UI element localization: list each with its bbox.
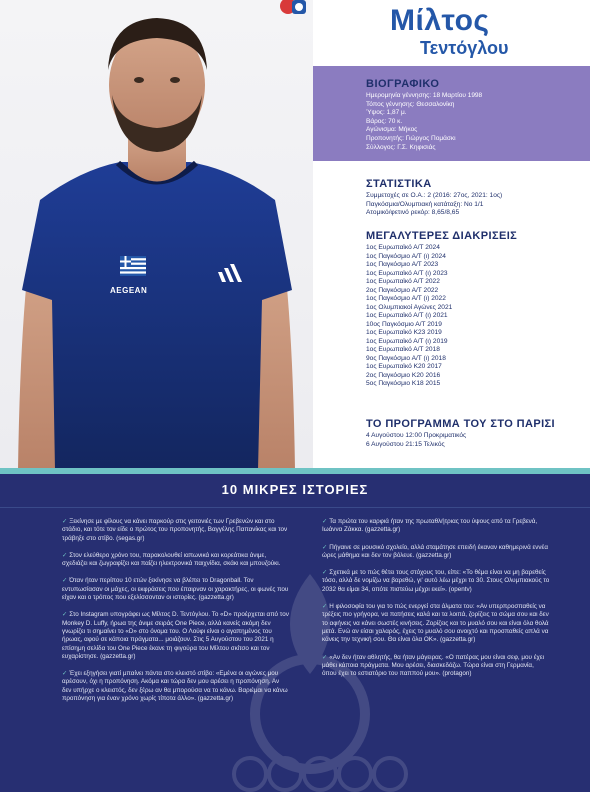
story-item: ✓ Σχετικά με το πώς θέτει τους στόχους του, είπε: «Το θέμα είναι να μη βαρεθείς τόσο, αλλά δε νομίζω να βαρεθώ, γι' αυτό λέω μέχρι το 30. Στους Ολυμπιακούς το 2032 θα είμαι 34, οπότε πιστεύω μέχρι εκεί». (opentv) (322, 569, 550, 593)
story-item: ✓ Ξεκίνησε με φίλους να κάνει παρκούρ στις γειτονιές των Γρεβενών και στο στάδιο, και τότε τον είδε ο πρώτος του προπονητής, Βαγγέλης Παπανίκας και τον τράβηξε στο στίβο. (segas.gr) (62, 518, 288, 542)
story-item: ✓ Έχει εξηγήσει γιατί μπαίνει πάντα στο κλειστό στίβο: «Εμένα οι αγώνες μου αρέσουν, όχι η προπόνηση. Ακόμα και τώρα δεν μου αρέσει η προπόνηση. Αν δεν υπήρχε ο κλειστός, δεν ξέρω αν θα μπορούσα να το κάνω. Βαριέμαι να κάνω προπόνηση για έναν χρόνο χωρίς τίποτα άλλο». (gazzetta.gr) (62, 670, 288, 703)
story-item: ✓ Στο Instagram υπογράφει ως Μίλτος D. Τεντόγλου. Το «D» προέρχεται από τον Monkey D. Luffy, ήρωα της άνιμε σειράς One Piece, αλλά κανείς ακόμη δεν γνωρίζει τι σημαίνει το «D» στο όνομα του. Ο Λούφι είναι ο αγαπημένος του ήρωας, αφού σε κάποια πράγματα... μοιάζουν. Στις 5 Αυγούστου του 2021 η επίσημη σελίδα του One Piece έκανε τη φιγούρα του Μίλτου σκίτσο και τον ευχαρίστησε. (gazzetta.gr) (62, 611, 289, 660)
schedule-line: 6 Αυγούστου 21:15 Τελικός (366, 440, 445, 448)
story-item: ✓ Όταν ήταν περίπου 10 ετών ξεκίνησε να βλέπει το Dragonball. Τον εντυπωσίασαν οι μάχες, οι εκφράσεις που έπαιρναν οι χαρακτήρες, οι φωνές που είχαν και ο τρόπος που εξελίσσονταν οι ιστορίες. (gazzetta.gr) (62, 577, 289, 602)
schedule-details (366, 432, 466, 449)
stories-left-column (62, 518, 290, 712)
story-item: ✓ Πήγαινε σε μουσικό σχολείο, αλλά σταμάτησε επειδή έκαναν καθημερινά εννέα ώρες μάθημα και δεν τον βόλευε. (gazzetta.gr) (322, 543, 549, 559)
bio-line: Ύψος: 1,87 μ. (366, 109, 407, 117)
stat-line: Ατομικό/φετινό ρεκόρ: 8,65/8,65 (366, 209, 460, 216)
award-item: 1ος Ευρωπαϊκό Κ20 2017 (366, 363, 442, 370)
check-icon: ✓ (322, 543, 328, 551)
athlete-last-name: Τεντόγλου (420, 38, 509, 58)
award-item: 1ος Ευρωπαϊκό Α/Τ (ι) 2023 (366, 269, 448, 277)
award-item: 2ος Παγκόσμιο Κ20 2016 (366, 371, 441, 379)
stories-section (0, 474, 590, 792)
biography-title: ΒΙΟΓΡΑΦΙΚΟ (366, 78, 440, 90)
award-item: 1ος Ολυμπιακοί Αγώνες 2021 (366, 303, 453, 311)
bio-line: Τόπος γέννησης: Θεσσαλονίκη (366, 100, 455, 108)
schedule-title: ΤΟ ΠΡΟΓΡΑΜΜΑ ΤΟΥ ΣΤΟ ΠΑΡΙΣΙ (366, 418, 556, 430)
check-icon: ✓ (322, 653, 328, 661)
bio-line: Σύλλογος: Γ.Σ. Κηφισιάς (366, 143, 436, 151)
athlete-photo (0, 0, 313, 470)
stories-title: 10 ΜΙΚΡΕΣ ΙΣΤΟΡΙΕΣ (221, 482, 369, 497)
stories-right-column (322, 518, 550, 687)
bio-line: Αγώνισμα: Μήκος (366, 126, 418, 134)
statistics-details (366, 192, 502, 218)
check-icon: ✓ (62, 611, 68, 619)
check-icon: ✓ (322, 518, 328, 525)
award-item: 10ος Παγκόσμιο Α/Τ 2019 (366, 320, 442, 328)
award-item: 1ος Ευρωπαϊκό Α/Τ 2022 (366, 278, 440, 285)
award-item: 1ος Ευρωπαϊκό Α/Τ 2024 (366, 244, 440, 251)
award-item: 1ος Παγκόσμιο Α/Τ (ι) 2024 (366, 252, 446, 260)
check-icon: ✓ (62, 577, 68, 585)
story-item: ✓ Η φιλοσοφία του για το πώς ενεργεί στα άλματα του: «Αν υπερπροσπαθείς να τρέξεις πιο γρήγορα, να πατήσεις καλά και τα λοιπά, ζορίζεις το σώμα σου και δεν το αφήνεις να κάνει σωστές κινήσεις. Ζορίζεις και το μυαλό σου και είναι όλα θολά μετά. Ενώ αν είσαι χαλαρός, έχεις το μυαλό σου ανοιχτό και προσπαθείς απλά να κάνεις την τεχνική σου. Θα είναι όλα OK». (gazzetta.gr) (322, 603, 549, 644)
award-item: 5ος Παγκόσμιο Κ18 2015 (366, 380, 441, 387)
biography-details (366, 92, 482, 152)
stat-line: Παγκόσμια/Ολυμπιακή κατάταξη: Νο 1/1 (366, 200, 484, 208)
bio-line: Ημερομηνία γέννησης: 18 Μαρτίου 1998 (366, 92, 483, 99)
athlete-first-name: Μίλτος (390, 4, 490, 37)
schedule-line: 4 Αυγούστου 12:00 Προκριματικός (366, 432, 467, 439)
award-item: 1ος Ευρωπαϊκό Α/Τ (ι) 2019 (366, 337, 448, 345)
award-item: 1ος Ευρωπαϊκό Α/Τ 2018 (366, 346, 440, 353)
stat-line: Συμμετοχές σε Ο.Α.: 2 (2016: 27ος, 2021: 1ος) (366, 192, 503, 199)
statistics-title: ΣΤΑΤΙΣΤΙΚΑ (366, 178, 432, 190)
award-item: 2ος Παγκόσμιο Α/Τ 2022 (366, 286, 439, 294)
check-icon: ✓ (62, 518, 68, 525)
sponsor-logo: AEGEAN (110, 286, 148, 295)
check-icon: ✓ (322, 603, 328, 611)
stories-divider (0, 507, 590, 508)
award-item: 1ος Παγκόσμιο Α/Τ 2023 (366, 261, 439, 268)
award-item: 9ος Παγκόσμιο Α/Τ (ι) 2018 (366, 354, 446, 362)
awards-title: ΜΕΓΑΛΥΤΕΡΕΣ ΔΙΑΚΡΙΣΕΙΣ (366, 230, 518, 242)
check-icon: ✓ (322, 569, 328, 577)
bio-line: Βάρος: 70 κ. (366, 117, 403, 125)
check-icon: ✓ (62, 670, 68, 678)
awards-list (366, 244, 452, 389)
story-item: ✓ Στον ελεύθερο χρόνο του, παρακολουθεί ιαπωνικά και κορεάτικα άνιμε, σχεδιάζει και ζωγραφίζει και παίζει ηλεκτρονικά παιχνίδια, σκάκι και μπουζούκι. (62, 551, 281, 568)
check-icon: ✓ (62, 551, 68, 559)
story-item: ✓ Τα πρώτα του καρφιά ήταν της πρωταθλήτριας του ύψους από τα Γρεβενά, Ιωάννα Ζάκκα. (gazzetta.gr) (322, 518, 538, 534)
federation-logo-icon (278, 0, 308, 18)
award-item: 1ος Ευρωπαϊκό Α/Τ (ι) 2021 (366, 312, 448, 319)
bio-line: Προπονητής: Γιώργος Πομάσκι (366, 134, 456, 142)
award-item: 1ος Ευρωπαϊκό Κ23 2019 (366, 329, 442, 336)
award-item: 1ος Παγκόσμιο Α/Τ (ι) 2022 (366, 295, 446, 302)
story-item: ✓ «Αν δεν ήταν αθλητής, θα ήταν μάγειρας. «Ο πατέρας μου είναι σεφ, μου έχει μάθει κάποια πράγματα. Μου αρέσει, διασκεδάζω. Τώρα είναι στη Γερμανία, όπου έχει το εστιατόριο του παππού μου». (protagon) (322, 653, 545, 678)
